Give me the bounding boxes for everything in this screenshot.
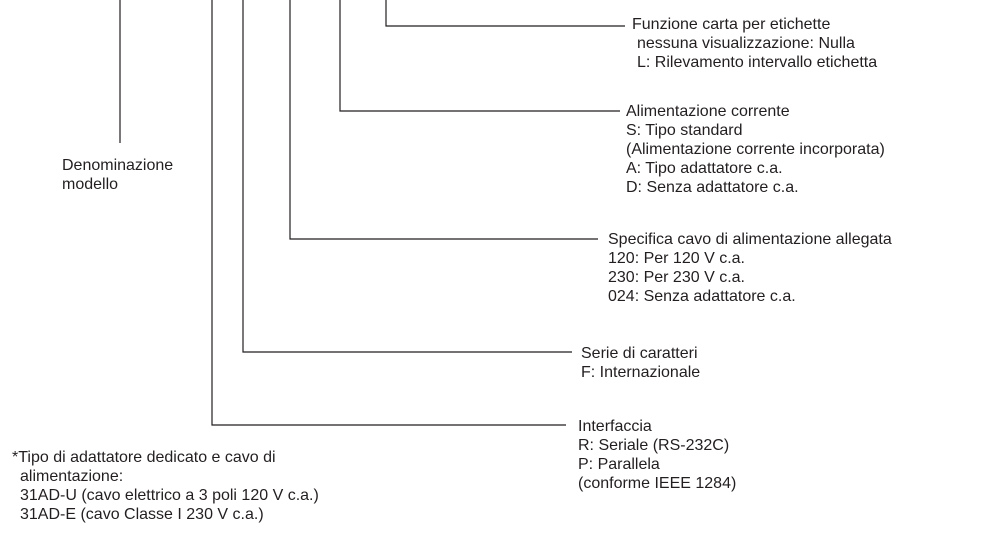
footnote-line: alimentazione: bbox=[20, 468, 124, 485]
callout-line: (Alimentazione corrente incorporata) bbox=[626, 141, 885, 158]
callout-line: F: Internazionale bbox=[581, 364, 701, 381]
footnote-line: 31AD-U (cavo elettrico a 3 poli 120 V c.a.) bbox=[20, 487, 319, 504]
callout-title: Funzione carta per etichette bbox=[632, 16, 831, 33]
callout-line: S: Tipo standard bbox=[626, 122, 743, 139]
callout-power-cord bbox=[608, 230, 892, 306]
callout-title: Specifica cavo di alimentazione allegata bbox=[608, 231, 892, 248]
callout-interface bbox=[578, 417, 736, 493]
callout-power-supply bbox=[626, 102, 885, 197]
interface-connector bbox=[212, 0, 566, 425]
callout-line: 024: Senza adattatore c.a. bbox=[608, 288, 796, 305]
callout-charset bbox=[581, 344, 700, 382]
footnote bbox=[12, 448, 319, 524]
model-name-line: Denominazione bbox=[62, 157, 174, 174]
callout-title: Serie di caratteri bbox=[581, 345, 698, 362]
callout-line: R: Seriale (RS-232C) bbox=[578, 437, 730, 454]
callout-line: 230: Per 230 V c.a. bbox=[608, 269, 745, 286]
callout-line: L: Rilevamento intervallo etichetta bbox=[637, 54, 878, 71]
callout-line: P: Parallela bbox=[578, 456, 660, 473]
footnote-line: *Tipo di adattatore dedicato e cavo di bbox=[12, 449, 276, 466]
model-name-line: modello bbox=[62, 176, 119, 193]
footnote-line: 31AD-E (cavo Classe I 230 V c.a.) bbox=[20, 506, 264, 523]
callout-title: Alimentazione corrente bbox=[626, 103, 790, 120]
power-cord-connector bbox=[290, 0, 598, 239]
charset-connector bbox=[243, 0, 572, 352]
model-name-label bbox=[62, 156, 173, 194]
callout-line: A: Tipo adattatore c.a. bbox=[626, 160, 783, 177]
callout-title: Interfaccia bbox=[578, 418, 652, 435]
callout-line: D: Senza adattatore c.a. bbox=[626, 179, 799, 196]
callout-line: (conforme IEEE 1284) bbox=[578, 475, 737, 492]
power-supply-connector bbox=[340, 0, 620, 111]
callout-line: nessuna visualizzazione: Nulla bbox=[637, 35, 855, 52]
callout-line: 120: Per 120 V c.a. bbox=[608, 250, 745, 267]
callout-label-paper bbox=[632, 15, 877, 72]
label-paper-connector bbox=[386, 0, 625, 26]
